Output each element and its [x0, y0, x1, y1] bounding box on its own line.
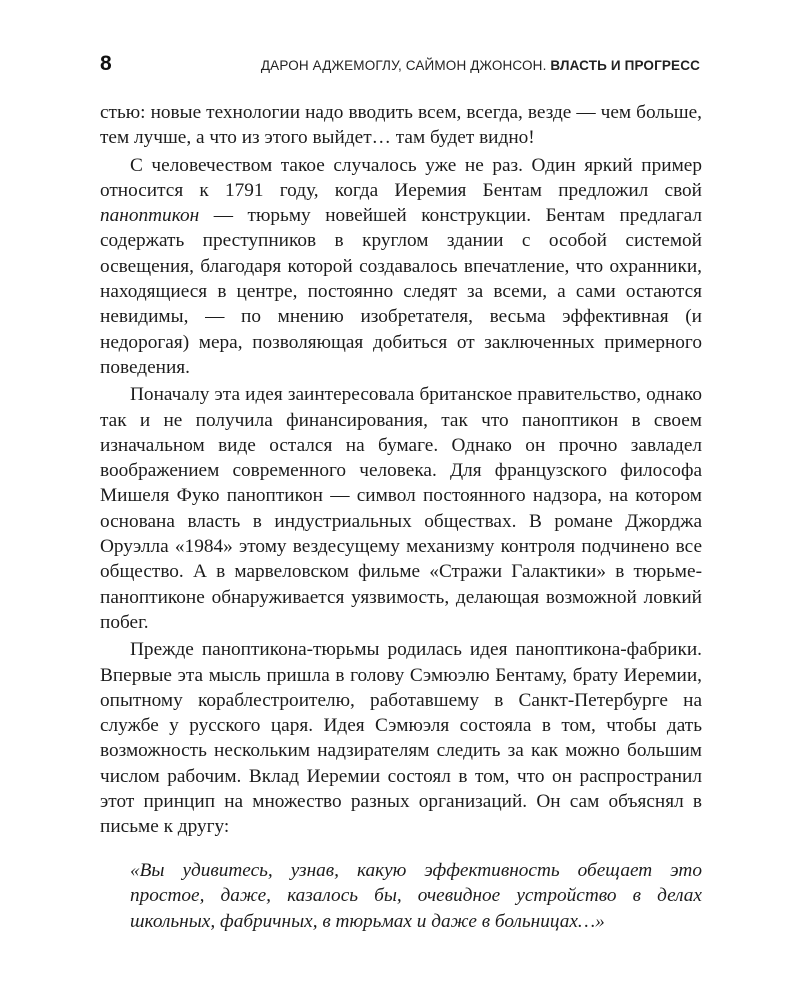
paragraph-text: С человечеством такое случалось уже не раз. Один яркий пример относится к 1791 году, когда Иеремия Бентам предложил свой	[100, 154, 702, 201]
paragraph-continuation: стью: новые технологии надо вводить всем, всегда, везде — чем больше, тем лучше, а что из этого выйдет… там будет видно!	[100, 102, 702, 149]
running-head	[261, 58, 700, 73]
quote-text: «Вы удивитесь, узнав, какую эффективность обещает это простое, даже, казалось бы, очевидное устройство в делах школьных, фабричных, в тюрьмах и даже в больницах…»	[130, 860, 702, 932]
page-number: 8	[100, 52, 112, 75]
paragraph-government: Поначалу эта идея заинтересовала британское правительство, однако так и не получила финансирования, так что паноптикон в своем изначальном виде остался на бумаге. Однако он прочно завладел воображением современного человека. Для французского философа Мишеля Фуко паноптикон — символ постоянного надзора, на котором основана власть в индустриальных обществах. В романе Джорджа Оруэлла «1984» этому вездесущему механизму контроля подчинено все общество. А в марвеловском фильме «Стражи Галактики» в тюрьме-паноптиконе обнаруживается уязвимость, делающая возможной ловкий побег.	[100, 384, 702, 633]
paragraph-text: — тюрьму новейшей конструкции. Бентам предлагал содержать преступников в круглом здании с особой системой освещения, благодаря которой создавалось впечатление, что охранники, находящиеся в центре, постоянно следят за всеми, а сами остаются невидимы, — по мнению изобретателя, весьма эффективная (и недорогая) мера, позволяющая добиться от заключенных примерного поведения.	[100, 205, 702, 378]
running-head-authors: ДАРОН АДЖЕМОГЛУ, САЙМОН ДЖОНСОН.	[260, 58, 547, 73]
block-quote	[130, 858, 702, 934]
paragraph-panopticon	[100, 153, 702, 381]
page-header	[100, 52, 700, 82]
running-head-title: ВЛАСТЬ И ПРОГРЕСС	[550, 58, 700, 73]
body-text	[100, 100, 702, 840]
paragraph-factory: Прежде паноптикона-тюрьмы родилась идея паноптикона-фабрики. Впервые эта мысль пришла в голову Сэмюэлю Бентаму, брату Иеремии, опытному кораблестроителю, работавшему в Санкт-Петербурге на службе у русского царя. Идея Сэмюэля состояла в том, чтобы дать возможность нескольким надзирателям следить за как можно большим числом рабочим. Вклад Иеремии состоял в том, что он распространил этот принцип на множество разных организаций. Он сам объяснял в письме к другу:	[100, 639, 702, 838]
term-panopticon: паноптикон	[100, 205, 200, 227]
